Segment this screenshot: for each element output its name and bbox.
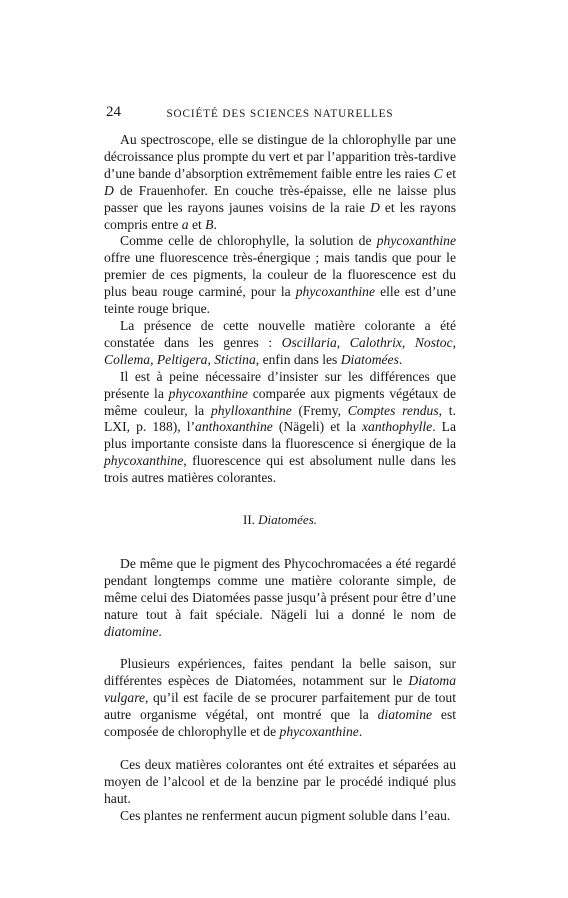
text-run: . bbox=[158, 623, 162, 639]
italic-term: a bbox=[181, 216, 189, 232]
italic-term: diatomine bbox=[377, 707, 433, 723]
text-run: et les rayons compris entre bbox=[104, 199, 456, 232]
text-run: Il est à peine nécessaire d’insister sur les différences que présente la bbox=[104, 368, 456, 401]
text-run: (Fremy, bbox=[291, 402, 348, 418]
page-number: 24 bbox=[106, 104, 121, 120]
italic-term: Diatomées bbox=[340, 351, 399, 367]
text-run: , enfin dans les bbox=[255, 351, 341, 367]
italic-term: Diatoma vulgare bbox=[104, 673, 456, 706]
running-head: SOCIÉTÉ DES SCIENCES NATURELLES bbox=[166, 108, 394, 120]
italic-term: Comptes rendus bbox=[347, 402, 439, 418]
text-run: offre une fluorescence très-énergique ; mais tandis que pour le premier de ces pigments, la couleur de la fluorescence est du plus beau rouge carminé, pour la bbox=[104, 250, 456, 300]
italic-term: phycoxanthine bbox=[168, 385, 248, 401]
text-run: Au spectroscope, elle se distingue de la chlorophylle par une décroissance plus prompte du vert et par l’apparition très-tardive d’une bande d’absorption extrêmement faible entre les raies bbox=[104, 132, 456, 181]
paragraph-genera bbox=[104, 318, 456, 369]
italic-term: B bbox=[205, 216, 214, 232]
paragraph-experiments bbox=[104, 656, 456, 741]
italic-term: phycoxanthine bbox=[376, 233, 456, 249]
book-page bbox=[104, 104, 456, 825]
text-run: de Frauenhofer. En couche très-épaisse, elle ne laisse plus passer que les rayons jaunes voisins de la raie bbox=[104, 182, 456, 215]
text-run: comparée aux pigments végétaux de même couleur, la bbox=[104, 385, 456, 418]
italic-term: phycoxanthine bbox=[295, 284, 376, 300]
italic-term: phycoxanthine bbox=[104, 453, 184, 469]
paragraph-diatomine bbox=[104, 556, 456, 641]
paragraph-soluble bbox=[104, 808, 456, 825]
paragraph-extraction bbox=[104, 757, 456, 808]
text-run: . bbox=[358, 724, 363, 740]
italic-term: anthoxanthine bbox=[195, 419, 273, 435]
italic-term: xanthophylle bbox=[361, 419, 433, 435]
text-run: . bbox=[398, 351, 403, 367]
text-run: et bbox=[442, 165, 456, 181]
text-run: Ces deux matières colorantes ont été extraites et séparées au moyen de l’alcool et de la benzine par le procédé indiqué plus haut. bbox=[104, 757, 456, 806]
text-run: De même que le pigment des Phycochromacées a été regardé pendant longtemps comme une matière colorante simple, de même celui des Diatomées passe jusqu’à présent pour être d’une nature tout à fait spéciale. Nägeli lui a donné le nom de bbox=[104, 555, 456, 622]
text-run: , qu’il est facile de se procurer parfaitement pur de tout autre organisme végétal, ont montré que la bbox=[104, 690, 456, 723]
text-run: . La plus importante consiste dans la fluorescence si énergique de la bbox=[104, 419, 456, 452]
italic-term: diatomine bbox=[104, 623, 159, 639]
text-run: elle est d’une teinte rouge brique. bbox=[104, 284, 456, 317]
italic-term: D bbox=[104, 182, 114, 198]
section-title bbox=[104, 512, 456, 529]
text-run: est composée de chlorophylle et de bbox=[104, 707, 457, 740]
paragraph-differences bbox=[104, 369, 456, 487]
section-title-text: Diatomées. bbox=[258, 512, 318, 528]
paragraph-fluorescence bbox=[104, 233, 456, 318]
italic-term: phylloxanthine bbox=[210, 402, 292, 418]
text-run: Ces plantes ne renferment aucun pigment soluble dans l’eau. bbox=[120, 807, 451, 823]
italic-term: phycoxanthine bbox=[279, 724, 359, 740]
text-run: , fluorescence qui est absolument nulle dans les trois autres matières colorantes. bbox=[104, 453, 456, 486]
italic-term: D bbox=[370, 199, 380, 215]
text-run: et bbox=[188, 216, 206, 232]
italic-term: C bbox=[433, 165, 443, 181]
text-run: . bbox=[213, 216, 217, 232]
paragraph-spectroscope bbox=[104, 132, 456, 233]
text-run: (Nägeli) et la bbox=[272, 419, 362, 435]
page-header bbox=[104, 104, 456, 122]
text-run: , t. LXI, p. 188), l’ bbox=[104, 402, 456, 435]
text-run: Comme celle de chlorophylle, la solution de bbox=[120, 233, 377, 249]
section-number: II. bbox=[242, 512, 255, 528]
italic-term: Oscillaria, Calothrix, Nostoc, Collema, Peltigera, Stictina bbox=[104, 334, 456, 367]
text-run: La présence de cette nouvelle matière colorante a été constatée dans les genres : bbox=[104, 317, 456, 350]
text-run: Plusieurs expériences, faites pendant la belle saison, sur différentes espèces de Diatomées, notamment sur le bbox=[104, 656, 456, 689]
